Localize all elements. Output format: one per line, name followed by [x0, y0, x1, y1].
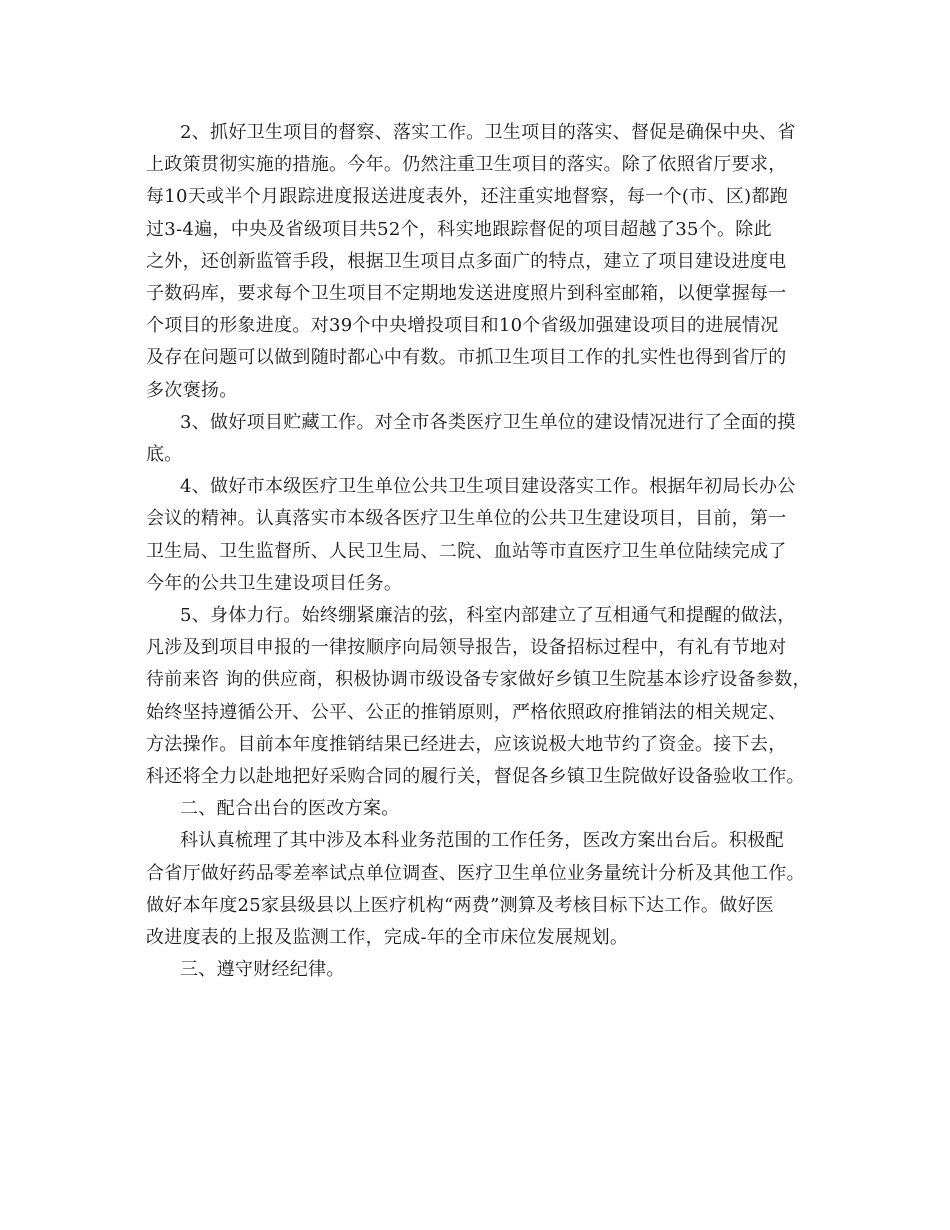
- text-line: 过3-4遍，中央及省级项目共52个，科实地跟踪督促的项目超越了35个。除此: [146, 218, 772, 240]
- text-line: 2、抓好卫生项目的督察、落实工作。卫生项目的落实、督促是确保中央、省: [180, 122, 796, 143]
- text-line: 科认真梳理了其中涉及本科业务范围的工作任务，医改方案出台后。积极配: [180, 830, 784, 852]
- text-line: 做好本年度25家县级县以上医疗机构“两费”测算及考核目标下达工作。做好医: [146, 894, 775, 916]
- text-line: 科还将全力以赴地把好采购合同的履行关，督促各乡镇卫生院做好设备验收工作。: [146, 766, 805, 788]
- text-line: 之外，还创新监管手段，根据卫生项目点多面广的特点，建立了项目建设进度电: [146, 250, 787, 272]
- text-line: 及存在问题可以做到随时都心中有数。市抓卫生项目工作的扎实性也得到省厅的: [146, 347, 787, 369]
- text-line: 每10天或半个月跟踪进度报送进度表外，还注重实地督察，每一个(市、区)都跑: [146, 186, 789, 208]
- text-line: 合省厅做好药品零差率试点单位调查、医疗卫生单位业务量统计分析及其他工作。: [146, 862, 805, 884]
- text-line: 3、做好项目贮藏工作。对全市各类医疗卫生单位的建设情况进行了全面的摸: [180, 411, 796, 433]
- text-line: 三、遵守财经纪律。: [180, 959, 345, 981]
- text-line: 子数码库，要求每个卫生项目不定期地发送进度照片到科室邮箱，以便掌握每一: [146, 283, 787, 305]
- text-line: 上政策贯彻实施的措施。今年。仍然注重卫生项目的落实。除了依照省厅要求，: [146, 154, 787, 176]
- text-line: 多次褒扬。: [146, 379, 238, 401]
- text-line: 改进度表的上报及监测工作，完成-年的全市床位发展规划。: [146, 927, 629, 949]
- text-line: 会议的精神。认真落实市本级各医疗卫生单位的公共卫生建设项目，目前，第一: [146, 508, 787, 530]
- text-line: 4、做好市本级医疗卫生单位公共卫生项目建设落实工作。根据年初局长办公: [180, 476, 796, 498]
- text-line: 今年的公共卫生建设项目任务。: [146, 572, 403, 594]
- document-body: [146, 117, 826, 986]
- text-line: 待前来咨 询的供应商，积极协调市级设备专家做好乡镇卫生院基本诊疗设备参数，: [146, 669, 811, 691]
- text-line: 始终坚持遵循公开、公平、公正的推销原则，严格依照政府推销法的相关规定、: [146, 701, 787, 723]
- text-line: 方法操作。目前本年度推销结果已经进去，应该说极大地节约了资金。接下去，: [146, 733, 787, 755]
- text-line: 底。: [146, 444, 183, 466]
- text-line: 凡涉及到项目申报的一律按顺序向局领导报告，设备招标过程中，有礼有节地对: [146, 637, 787, 659]
- text-line: 卫生局、卫生监督所、人民卫生局、二院、血站等市直医疗卫生单位陆续完成了: [146, 540, 787, 562]
- text-line: 5、身体力行。始终绷紧廉洁的弦，科室内部建立了互相通气和提醒的做法，: [180, 605, 796, 627]
- text-line: 个项目的形象进度。对39个中央增投项目和10个省级加强建设项目的进展情况: [146, 315, 779, 337]
- text-line: 二、配合出台的医改方案。: [180, 798, 400, 820]
